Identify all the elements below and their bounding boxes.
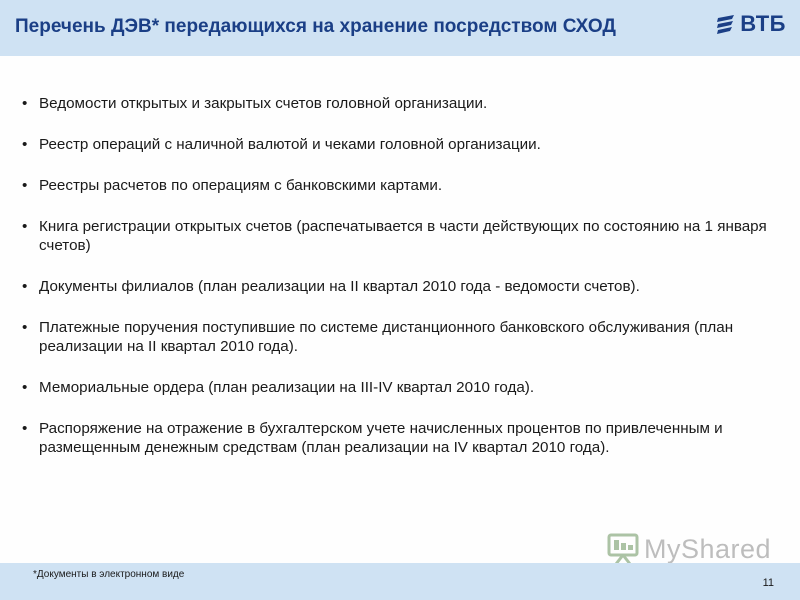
list-item-text: Мемориальные ордера (план реализации на III-IV квартал 2010 года). [39,379,535,396]
list-item [22,94,767,113]
slide-content [0,56,800,563]
bullet: • [22,420,28,437]
list-item-text: Реестры расчетов по операциям с банковскими картами. [39,177,443,194]
slide-title: Перечень ДЭВ* передающихся на хранение посредством СХОД [15,16,616,37]
footnote: *Документы в электронном виде [33,569,185,580]
bullet: • [22,218,28,235]
list-item-text: Книга регистрации открытых счетов (распечатывается в части действующих по состоянию на 1 января счетов) [39,218,767,254]
slide-header [0,0,800,56]
slide-footer [0,563,800,600]
list-item [22,217,767,255]
watermark-text: MyShared [644,533,772,564]
bullet: • [22,177,28,194]
bullet: • [22,278,28,295]
bullet: • [22,95,28,112]
list-item [22,277,767,296]
document-list [22,94,767,479]
bullet: • [22,136,28,153]
list-item [22,419,767,457]
list-item-text: Ведомости открытых и закрытых счетов головной организации. [39,95,488,112]
vtb-logo-icon [715,13,737,35]
list-item-text: Документы филиалов (план реализации на II квартал 2010 года - ведомости счетов). [39,278,640,295]
presentation-board-icon [606,532,640,566]
list-item [22,135,767,154]
list-item-text: Платежные поручения поступившие по системе дистанционного банковского обслуживания (план реализации на II квартал 2010 года). [39,319,734,355]
list-item [22,318,767,356]
myshared-watermark [606,532,771,566]
list-item-text: Распоряжение на отражение в бухгалтерском учете начисленных процентов по привлеченным и размещенным денежным средствам (план реализации на IV квартал 2010 года). [39,420,723,456]
vtb-logo [715,9,786,39]
bullet: • [22,319,28,336]
vtb-logo-text: ВТБ [740,11,786,36]
page-number: 11 [762,577,774,589]
list-item-text: Реестр операций с наличной валютой и чеками головной организации. [39,136,541,153]
bullet: • [22,379,28,396]
list-item [22,378,767,397]
list-item [22,176,767,195]
